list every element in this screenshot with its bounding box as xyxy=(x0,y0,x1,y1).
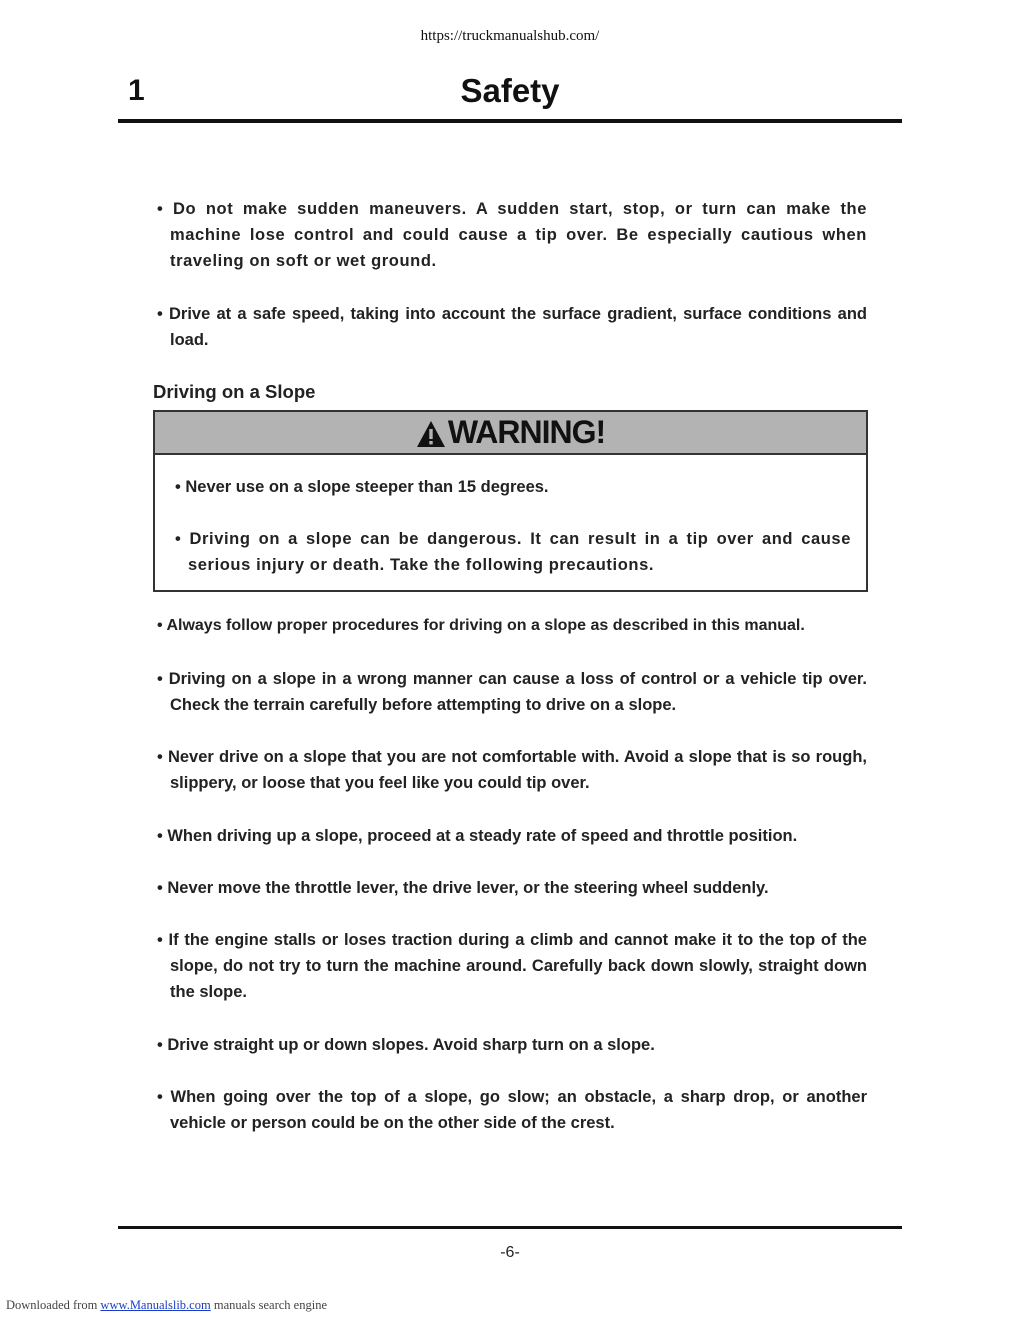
bullet-text: • If the engine stalls or loses traction during a climb and cannot make it to the top of the slope, do not try to turn the machine around. Carefully back down slowly, straight down the slope. xyxy=(157,931,867,1001)
bullet-text: • Driving on a slope can be dangerous. It can result in a tip over and cause serious injury or death. Take the following precautions. xyxy=(175,530,851,574)
bullet-text: • Never use on a slope steeper than 15 degrees. xyxy=(175,478,549,496)
bullet-text: • Drive straight up or down slopes. Avoid sharp turn on a slope. xyxy=(157,1036,655,1054)
slope-bullet-4 xyxy=(157,823,867,849)
bullet-text: • Driving on a slope in a wrong manner can cause a loss of control or a vehicle tip over. Check the terrain carefully before attempting to drive on a slope. xyxy=(157,670,867,714)
bullet-text: • Drive at a safe speed, taking into account the surface gradient, surface conditions and load. xyxy=(157,305,867,349)
warning-box xyxy=(153,410,868,592)
header-rule xyxy=(118,119,902,123)
intro-bullet-1 xyxy=(157,196,867,274)
section-heading: Driving on a Slope xyxy=(153,381,316,402)
footer-suffix: manuals search engine xyxy=(213,1298,327,1312)
slope-bullet-3 xyxy=(157,744,867,796)
slope-bullet-8 xyxy=(157,1084,867,1136)
source-url: https://truckmanualshub.com/ xyxy=(420,28,600,44)
page-number: -6- xyxy=(500,1244,520,1261)
bullet-text: • Never drive on a slope that you are not comfortable with. Avoid a slope that is so rough, slippery, or loose that you feel like you could tip over. xyxy=(157,748,867,792)
warning-triangle-icon xyxy=(416,420,446,448)
slope-bullet-6 xyxy=(157,927,867,1005)
warning-title: WARNING! xyxy=(447,414,606,450)
warning-header xyxy=(155,412,866,455)
manualslib-link[interactable]: www.Manualslib.com xyxy=(100,1298,211,1312)
bullet-text: • When driving up a slope, proceed at a steady rate of speed and throttle position. xyxy=(157,827,798,845)
footer-rule xyxy=(118,1226,902,1229)
chapter-title: Safety xyxy=(460,72,560,109)
warning-bullet-2 xyxy=(175,526,851,578)
chapter-number: 1 xyxy=(128,74,145,107)
warning-bullet-1 xyxy=(175,474,851,500)
slope-bullet-7 xyxy=(157,1032,867,1058)
bullet-text: • Do not make sudden maneuvers. A sudden start, stop, or turn can make the machine lose control and could cause a tip over. Be especially cautious when traveling on soft or wet ground. xyxy=(157,200,867,270)
bullet-text: • When going over the top of a slope, go slow; an obstacle, a sharp drop, or another vehicle or person could be on the other side of the crest. xyxy=(157,1088,867,1132)
footer-prefix: Downloaded from xyxy=(6,1298,98,1312)
slope-bullet-5 xyxy=(157,875,867,901)
bullet-text: • Always follow proper procedures for driving on a slope as described in this manual. xyxy=(157,617,805,634)
bullet-text: • Never move the throttle lever, the drive lever, or the steering wheel suddenly. xyxy=(157,879,769,897)
slope-bullet-1 xyxy=(157,613,867,639)
download-footer xyxy=(6,1298,327,1313)
intro-bullet-2 xyxy=(157,301,867,353)
slope-bullet-2 xyxy=(157,666,867,718)
